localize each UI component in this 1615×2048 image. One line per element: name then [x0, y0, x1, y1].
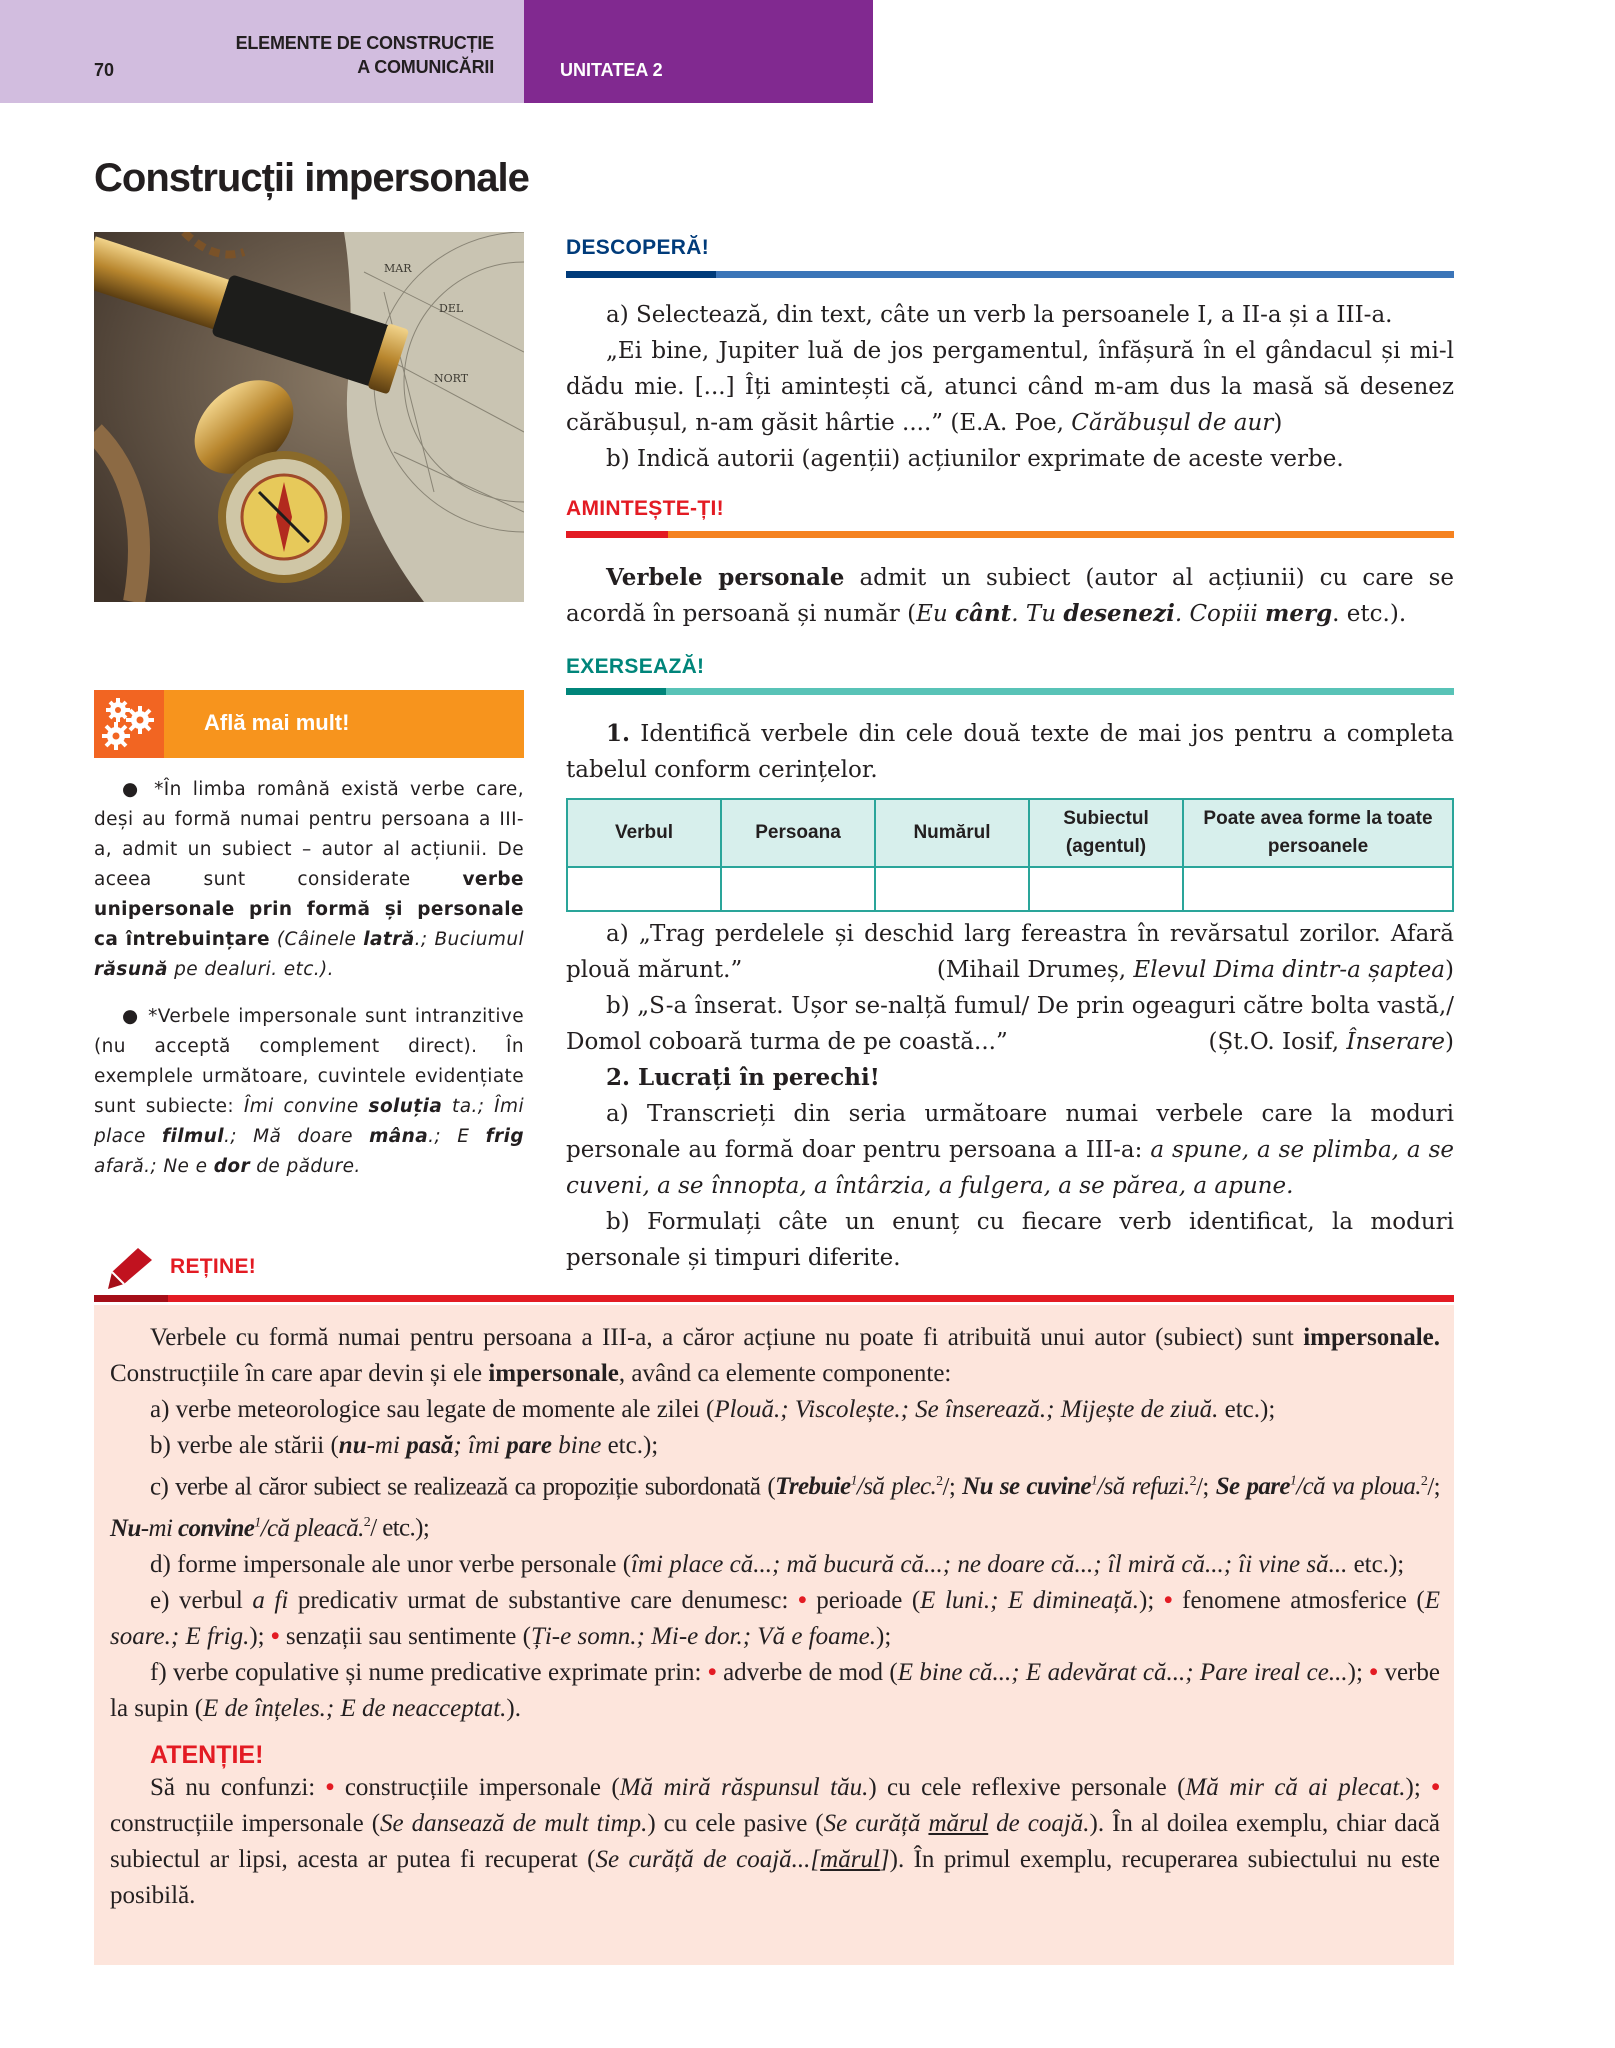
unit-label: UNITATEA 2	[560, 60, 663, 80]
example: . Copiii	[1174, 601, 1265, 627]
item-text: d) forme impersonale ale unor verbe personale (	[150, 1550, 632, 1578]
aminteste-paragraph	[566, 560, 1454, 632]
example-bold: Nu	[110, 1514, 141, 1542]
afla-p1-bold: verbe unipersonale prin formă și personale ca întrebuințare	[94, 869, 524, 950]
example-subject: filmul	[162, 1126, 224, 1147]
example-verb: merg	[1265, 600, 1333, 627]
atentie-text: ). În primul exemplu, recuperarea subiectului nu este posibilă.	[110, 1845, 1440, 1909]
quote-source-title: Cărăbușul de aur	[1071, 410, 1274, 436]
retine-item-f	[110, 1655, 1440, 1727]
example-bold: nu	[338, 1432, 367, 1459]
afla-mai-mult-paragraph-2	[94, 1002, 524, 1182]
item-end: etc.);	[1218, 1396, 1276, 1423]
text-a-source: (Mihail Drumeș,	[936, 957, 1134, 983]
afla-mai-mult-header	[94, 690, 524, 758]
table-cell[interactable]	[567, 867, 721, 911]
afla-p1-text: *În limba română există verbe care, deși au formă numai pentru persoana a III-a, admit un subiect – autor al acțiunii. De aceea sunt considerate	[94, 779, 524, 890]
section-bar-aminteste	[566, 531, 1454, 538]
example-verb: răsună	[94, 959, 168, 980]
example: /să plec.	[856, 1473, 937, 1501]
text-b-quote: b) „S-a înserat. Ușor se-nalță fumul/ De prin ogeaguri către bolta vastă,/ Domol coboară turma de pe coastă...”	[566, 993, 1454, 1055]
quote-source: (E.A. Poe,	[943, 410, 1072, 436]
item-text: );	[1347, 1658, 1370, 1686]
example-bold: pasă	[406, 1432, 454, 1459]
atentie-paragraph	[110, 1770, 1440, 1914]
quote-text: „Ei bine, Jupiter luă de jos pergamentul, înfășură în el gândacul și mi-l dădu mie. [...] Îți amintești că, atunci când m-am dus la masă să desenez cărăbușul, n-am găsit hârtie ....”	[566, 338, 1454, 436]
afla-p1: ● *În limba română există verbe care, deși au formă numai pentru persoana a III-a, admit un subiect – autor al acțiunii. De aceea sunt considerate verbe unipersonale prin formă și personale ca întrebuințare (Câinele latră.; Buciumul răsună pe dealuri. etc.).	[94, 779, 524, 980]
aminteste-end: . etc.).	[1332, 601, 1407, 627]
table-cell[interactable]	[721, 867, 875, 911]
aminteste-text: admit un subiect (autor al acțiunii) cu care se acordă în persoană și număr (	[566, 565, 1454, 627]
exercise-instruction: Identifică verbele din cele două texte de mai jos pentru a completa tabelul conform cerințelor.	[566, 721, 1454, 783]
example: /că pleacă.	[260, 1514, 364, 1542]
section-heading-exerseaza: EXERSEAZĂ!	[566, 655, 705, 678]
atentie-text: construcțiile impersonale (	[334, 1773, 620, 1801]
bullet-icon: •	[1431, 1773, 1440, 1801]
atentie-text: Să nu confunzi:	[150, 1773, 326, 1801]
example: .; E	[428, 1126, 486, 1147]
term-impersonale: impersonale	[488, 1360, 619, 1387]
descopera-content	[566, 297, 1454, 477]
item-text: perioade (	[806, 1586, 921, 1614]
page-number: 70	[94, 60, 115, 80]
bullet-icon: •	[797, 1586, 807, 1614]
retine-content	[110, 1320, 1440, 1914]
item-end: etc.);	[601, 1432, 659, 1459]
exercise-2-a-list: a spune, a se plimba, a se cuveni, a se înnopta, a întârzia, a fulgera, a se părea, a apune.	[566, 1137, 1454, 1199]
example: de pădure.	[249, 1156, 361, 1177]
lesson-photo	[94, 232, 524, 602]
text-a-end: )	[1445, 957, 1454, 983]
descopera-quote	[566, 333, 1454, 441]
item-end: );	[876, 1622, 892, 1650]
exercise-2-a	[566, 1096, 1454, 1204]
example-bold: convine	[177, 1514, 255, 1542]
atentie-example: ]	[879, 1845, 890, 1873]
map-label: DEL	[439, 302, 464, 315]
superscript: 1	[254, 1515, 261, 1531]
retine-item-e	[110, 1583, 1440, 1655]
example-subject: mâna	[369, 1126, 429, 1147]
item-end: / etc.);	[370, 1514, 430, 1542]
atentie-text: );	[1405, 1773, 1432, 1801]
retine-text: Construcțiile în care apar devin și ele	[110, 1360, 489, 1387]
table-header-row	[567, 799, 1453, 867]
term-verbe-personale: Verbele personale	[606, 564, 845, 591]
atentie-example: Se dansează de mult timp.	[380, 1809, 648, 1837]
item-text: c) verbe al căror subiect se realizează ca propoziție subordonată (	[150, 1473, 776, 1501]
superscript: 2	[1189, 1474, 1197, 1489]
item-text: );	[1139, 1586, 1164, 1614]
item-examples: Plouă.; Viscolește.; Se înserează.; Mijește de ziuă.	[714, 1396, 1219, 1423]
telescope-compass-map-illustration	[94, 232, 524, 602]
map-label: NORT	[434, 372, 469, 385]
afla-p2: ● *Verbele impersonale sunt intranzitive (nu acceptă complement direct). În exemplele următoare, cuvintele evidențiate sunt subiecte: Îmi convine soluția ta.; Îmi place filmul.; Mă doare mâna.; E frig afară.; Ne e dor de pădure.	[94, 1006, 524, 1177]
descopera-task-b: b) Indică autorii (agenții) acțiunilor exprimate de aceste verbe.	[606, 446, 1344, 472]
item-text: f) verbe copulative și nume predicative exprimate prin:	[150, 1658, 708, 1686]
item-examples: Ți-e somn.; Mi-e dor.; Vă e foame.	[530, 1622, 877, 1650]
item-text: fenomene atmosferice (	[1172, 1586, 1425, 1614]
exercise-2-title: 2. Lucrați în perechi!	[606, 1064, 880, 1091]
bullet-icon: •	[707, 1658, 717, 1686]
exercise-2-a-text: a) Transcrieți din seria următoare numai verbele care la moduri personale au formă doar pentru persoana a III-a:	[566, 1101, 1454, 1163]
term-a-fi: a fi	[252, 1586, 289, 1614]
example: . Tu	[1011, 601, 1064, 627]
pencil-icon	[108, 1246, 154, 1294]
text-a-quote: a) „Trag perdelele și deschid larg fereastra în revărsatul zorilor. Afară plouă mărunt.”	[566, 921, 1454, 983]
example: ; îmi	[453, 1432, 507, 1459]
atentie-text: construcțiile impersonale (	[110, 1809, 381, 1837]
example-subject: soluția	[368, 1096, 443, 1117]
item-text: predicativ urmat de substantive care denumesc:	[288, 1586, 798, 1614]
text-b-source: (Șt.O. Iosif,	[1208, 1029, 1347, 1055]
example: ta.; Îmi place	[94, 1096, 524, 1147]
example: /că va ploua.	[1296, 1473, 1421, 1501]
chapter-title-line1: ELEMENTE DE CONSTRUCȚIE	[235, 33, 494, 53]
section-heading-descopera: DESCOPERĂ!	[566, 236, 710, 259]
example: (Câinele	[269, 929, 364, 950]
section-bar-retine	[94, 1295, 1454, 1302]
atentie-heading: ATENȚIE!	[150, 1740, 264, 1769]
exercise-texts	[566, 916, 1454, 1276]
text-b-title: Înserare	[1346, 1029, 1446, 1055]
item-examples: îmi place că...; mă bucură că...; ne doare că...; îl miră că...; îi vine să...	[631, 1550, 1348, 1578]
text-b-end: )	[1445, 1029, 1454, 1055]
table-cell[interactable]	[1183, 867, 1453, 911]
chapter-title	[236, 31, 494, 79]
atentie-example: Mă miră răspunsul tău.	[619, 1773, 869, 1801]
atentie-text: ). În al doilea exemplu, chiar dacă subiectul ar lipsi, acesta ar putea fi recuperat (	[110, 1809, 1441, 1873]
exercise-1-text	[566, 716, 1454, 788]
retine-item-d	[110, 1547, 1440, 1583]
table-header: Subiectul (agentul)	[1029, 799, 1183, 867]
table-header: Poate avea forme la toate persoanele	[1183, 799, 1453, 867]
example-bold: pare	[506, 1432, 553, 1459]
example: afară.; Ne e	[94, 1156, 214, 1177]
table-header: Verbul	[567, 799, 721, 867]
example-verb: cânt	[955, 600, 1012, 627]
retine-intro	[110, 1320, 1440, 1392]
superscript: 1	[850, 1474, 857, 1489]
atentie-text: ) cu cele pasive (	[647, 1809, 824, 1837]
aminteste-examples	[916, 601, 1332, 627]
item-end: ).	[506, 1694, 521, 1722]
exercise-2-b: b) Formulați câte un enunț cu fiecare verb identificat, la moduri personale și timpuri diferite.	[566, 1209, 1454, 1271]
atentie-text: ) cu cele reflexive personale (	[868, 1773, 1186, 1801]
atentie-example: Se curăță	[823, 1809, 929, 1837]
exercise-number: 1.	[606, 720, 631, 747]
superscript: 2	[1420, 1474, 1428, 1489]
item-examples: E de înțeles.; E de neacceptat.	[203, 1694, 507, 1722]
table-row	[567, 867, 1453, 911]
example-bold: Se pare	[1215, 1473, 1290, 1501]
example-subject: frig	[485, 1126, 524, 1147]
map-label: MAR	[384, 262, 412, 275]
example-subject: dor	[213, 1156, 250, 1177]
atentie-example: Se curăță de coajă...[	[595, 1845, 821, 1873]
example: Eu	[916, 601, 956, 627]
example: .; Buciumul	[414, 929, 524, 950]
example-bold: Nu se cuvine	[962, 1473, 1091, 1501]
text-b	[566, 988, 1454, 1060]
example: .; Mă doare	[223, 1126, 370, 1147]
gears-icon	[94, 690, 164, 758]
item-text: b) verbe ale stării (	[150, 1432, 339, 1459]
exercise-table	[566, 798, 1454, 912]
example: -mi	[140, 1514, 178, 1542]
afla-mai-mult-paragraph-1	[94, 775, 524, 985]
atentie-example-underlined: mărul	[928, 1809, 989, 1837]
example: bine	[552, 1432, 602, 1459]
text-a-title: Elevul Dima dintr-a șaptea	[1133, 957, 1446, 983]
header-unit-band	[524, 0, 873, 103]
bullet-icon: •	[325, 1773, 335, 1801]
atentie-example: de coajă.	[988, 1809, 1090, 1837]
section-bar-descopera	[566, 271, 1454, 278]
quote-source-end: )	[1273, 410, 1283, 436]
atentie-example-underlined: mărul	[820, 1845, 880, 1873]
exercise-1	[566, 716, 1454, 788]
chapter-title-line2: A COMUNICĂRII	[357, 57, 494, 77]
example: Îmi convine	[243, 1096, 369, 1117]
example: -mi	[366, 1432, 407, 1459]
descopera-task-a: a) Selectează, din text, câte un verb la persoanele I, a II-a și a III-a.	[606, 302, 1393, 328]
aminteste-content	[566, 560, 1454, 632]
bullet-icon: •	[1163, 1586, 1173, 1614]
example-end: pe dealuri. etc.).	[167, 959, 334, 980]
item-examples: E soare.; E frig.	[110, 1586, 1440, 1650]
item-examples: E luni.; E dimineață.	[920, 1586, 1140, 1614]
afla-mai-mult-heading: Află mai mult!	[204, 710, 350, 735]
bullet-icon: •	[270, 1622, 280, 1650]
section-heading-aminteste: AMINTEȘTE-ȚI!	[566, 497, 724, 520]
term-impersonale: impersonale.	[1303, 1324, 1440, 1351]
superscript: 1	[1289, 1474, 1297, 1489]
bullet-icon: •	[1369, 1658, 1379, 1686]
retine-item-a	[110, 1392, 1440, 1428]
item-text: adverbe de mod (	[716, 1658, 898, 1686]
superscript: 2	[936, 1474, 943, 1489]
superscript: 1	[1090, 1474, 1098, 1489]
page-title: Construcții impersonale	[94, 156, 529, 200]
item-text: );	[249, 1622, 271, 1650]
example-verb: latră	[363, 929, 415, 950]
retine-item-c: c) verbe al căror subiect se realizează ca propoziție subordonată (Trebuie$^1$/să plec.$^2$/; Nu se cuvine$^1$/să refuzi.$^2$/; Se pare$^1$/că va ploua.$^2$/; Nu-mi convine$^1$/că pleacă.$^2$/ etc.);	[110, 1473, 1441, 1542]
example-verb: desenezi	[1063, 600, 1175, 627]
section-heading-retine: REȚINE!	[170, 1255, 257, 1278]
retine-item-b	[110, 1428, 1440, 1464]
superscript: 2	[363, 1515, 371, 1531]
table-cell[interactable]	[1029, 867, 1183, 911]
item-text: a) verbe meteorologice sau legate de momente ale zilei (	[150, 1396, 715, 1423]
item-examples: E bine că...; E adevărat că...; Pare ireal ce...	[897, 1658, 1348, 1686]
afla-p2-text: *Verbele impersonale sunt intranzitive (nu acceptă complement direct). În exemplele următoare, cuvintele evidențiate sunt subiecte:	[94, 1006, 524, 1117]
item-text: e) verbul	[150, 1586, 253, 1614]
table-cell[interactable]	[875, 867, 1029, 911]
example: /să refuzi.	[1097, 1473, 1190, 1501]
atentie-example: Mă mir că ai plecat.	[1185, 1773, 1406, 1801]
example-bold: Trebuie	[775, 1473, 851, 1501]
text-a	[566, 916, 1454, 988]
table-header: Numărul	[875, 799, 1029, 867]
item-text: verbe la supin (	[110, 1658, 1440, 1722]
item-end: etc.);	[1347, 1550, 1405, 1578]
table-header: Persoana	[721, 799, 875, 867]
item-text: senzații sau sentimente (	[279, 1622, 531, 1650]
section-bar-exerseaza	[566, 688, 1454, 695]
retine-text: Verbele cu formă numai pentru persoana a III-a, a căror acțiune nu poate fi atribuită unui autor (subiect) sunt	[150, 1324, 1304, 1351]
retine-text: , având ca elemente componente:	[618, 1360, 952, 1387]
